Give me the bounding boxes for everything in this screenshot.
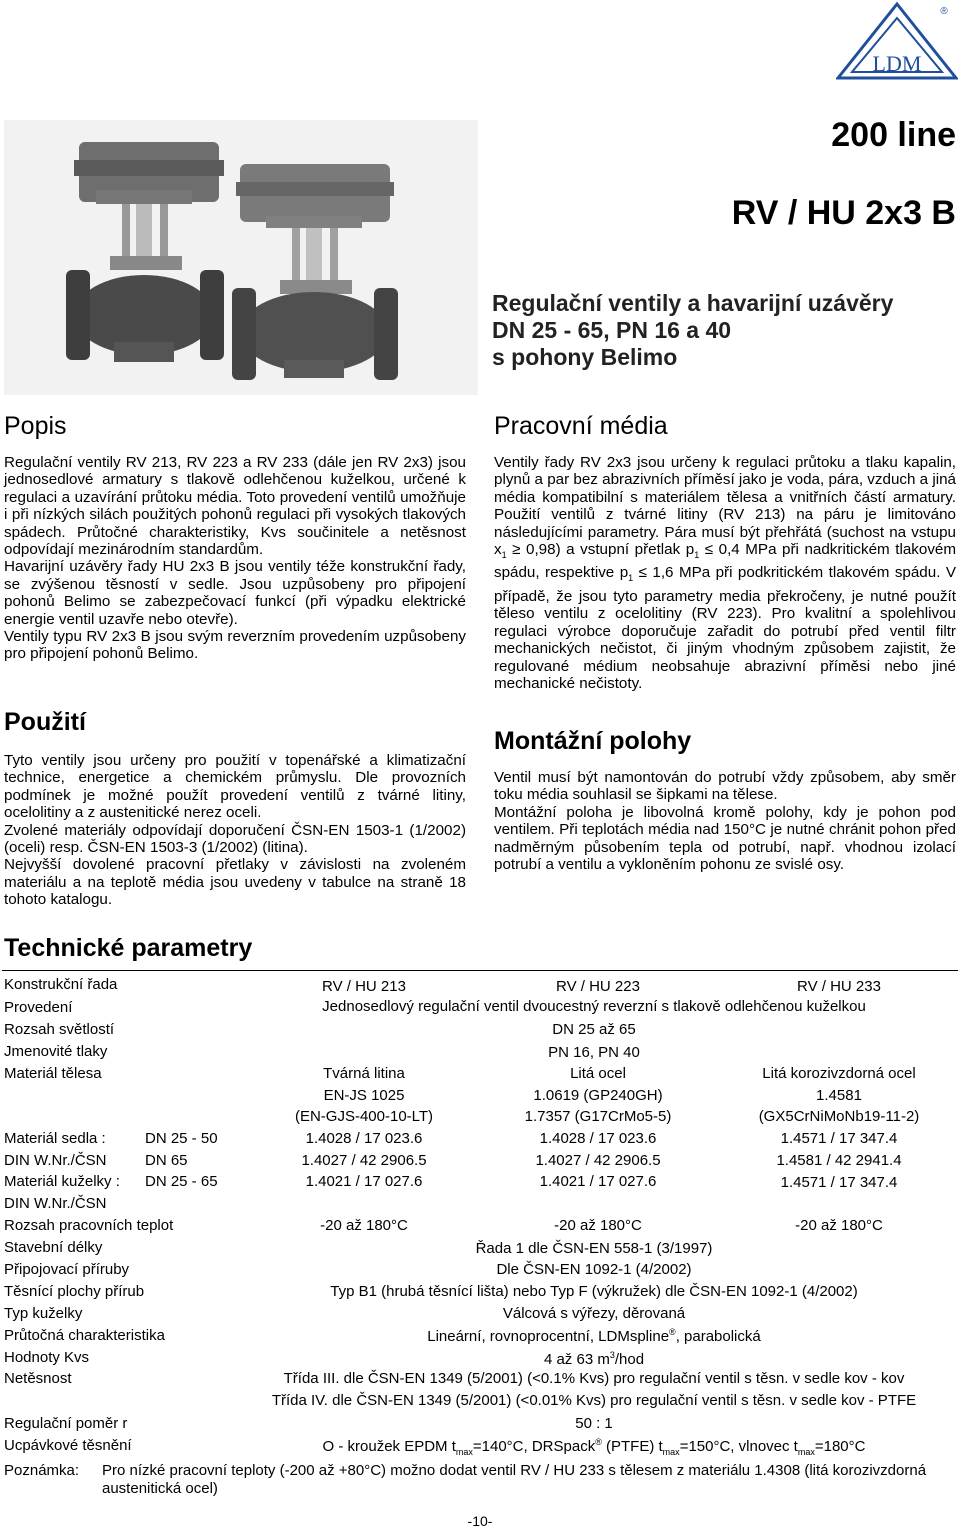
label-konstrukcni: Konstrukční řada	[4, 976, 118, 993]
label-prutocna: Průtočná charakteristika	[4, 1327, 165, 1344]
tech-divider	[2, 970, 958, 971]
page-number: -10-	[467, 1513, 493, 1529]
montaz-paragraph-1: Ventil musí být namontován do potrubí vždy způsobem, aby směr toku média souhlasil se šipkami na tělese.	[494, 769, 956, 804]
label-jmenovite: Jmenovité tlaky	[4, 1043, 108, 1060]
kuzelky-213: 1.4021 / 17 027.6	[305, 1173, 423, 1190]
label-rozsah-svetlosti: Rozsah světlostí	[4, 1021, 115, 1038]
pouziti-paragraph-1: Tyto ventily jsou určeny pro použití v topenářské a klimatizační technice, energetice a chemickém průmyslu. Dle provozních podmínek je možné použít provedení ventilů z tvárné litiny, ocelolitiny a z austenitické nerez oceli.	[4, 752, 466, 822]
sedla-1-233: 1.4571 / 17 347.4	[780, 1130, 898, 1147]
telesa-233-line-3: (GX5CrNiMoNb19-11-2)	[758, 1108, 920, 1125]
telesa-213-line-2: EN-JS 1025	[323, 1087, 405, 1104]
sedla-2-233: 1.4581 / 42 2941.4	[776, 1152, 902, 1169]
subtitle-line-1: Regulační ventily a havarijní uzávěry	[492, 290, 894, 316]
value-stavebni: Řada 1 dle ČSN-EN 558-1 (3/1997)	[475, 1240, 713, 1257]
telesa-233-line-1: Litá korozivzdorná ocel	[762, 1065, 916, 1082]
product-line: 200 line	[831, 116, 956, 154]
pouziti-heading: Použití	[4, 708, 86, 736]
kuzelky-223: 1.4021 / 17 027.6	[539, 1173, 657, 1190]
montaz-paragraph-2: Montážní poloha je libovolná kromě polohy, kdy je pohon pod ventilem. Při teplotách média nad 150°C je nutné chránit pohon před nadměrným působením tepla od potrubí, např. vhodnou izolací potrubí a ventilu a vykloněním pohonu ze svislé osy.	[494, 803, 956, 874]
telesa-213-line-1: Tvárná litina	[323, 1065, 405, 1082]
label-material-sedla: Materiál sedla :	[4, 1130, 106, 1147]
product-photo	[4, 120, 478, 395]
popis-heading: Popis	[4, 412, 67, 440]
pouziti-text	[4, 752, 466, 909]
label-provedeni: Provedení	[4, 999, 73, 1016]
label-regulacni-pomer: Regulační poměr r	[4, 1415, 128, 1432]
label-rozsah-teplot: Rozsah pracovních teplot	[4, 1217, 174, 1234]
footnote	[4, 1462, 960, 1498]
telesa-233-line-2: 1.4581	[816, 1087, 862, 1104]
telesa-223-line-3: 1.7357 (G17CrMo5-5)	[524, 1108, 672, 1125]
col-header-223: RV / HU 223	[556, 978, 640, 995]
label-kuzelky-dn: DN 25 - 65	[145, 1173, 218, 1190]
registered-mark: ®	[940, 6, 948, 17]
pouziti-paragraph-2: Zvolené materiály odpovídají doporučení ČSN-EN 1503-1 (1/2002) (oceli) resp. ČSN-EN 1503-3 (1/2002) (litina).	[4, 821, 466, 857]
value-regulacni-pomer: 50 : 1	[575, 1415, 613, 1432]
media-text	[494, 454, 956, 692]
value-jmenovite: PN 16, PN 40	[548, 1044, 640, 1061]
logo-text: LDM	[872, 51, 922, 76]
value-typ-kuzelky: Válcová s výřezy, děrovaná	[502, 1305, 686, 1322]
telesa-223-line-1: Litá ocel	[570, 1065, 626, 1082]
value-netesnost-1: Třída III. dle ČSN-EN 1349 (5/2001) (<0.1% Kvs) pro regulační ventil s těsn. v sedle kov - kov	[283, 1370, 905, 1387]
label-sedla-dn-2: DN 65	[145, 1152, 188, 1169]
label-pripojovaci: Připojovací příruby	[4, 1261, 130, 1278]
label-sedla-dn-1: DN 25 - 50	[145, 1130, 218, 1147]
sedla-2-213: 1.4027 / 42 2906.5	[301, 1152, 427, 1169]
popis-paragraph-1: Regulační ventily RV 213, RV 223 a RV 233 (dále jen RV 2x3) jsou jednosedlové armatury s tlakově odlehčenou kuželkou, určené k regulaci a uzavírání průtoku média. Toto provedení ventilů umožňuje i při nízkých silách použitých pohonů regulaci při vysokých tlakových spádech. Průtočné charakteristiky, Kvs součinitele a netěsnost odpovídají mezinárodním standardům.	[4, 454, 466, 559]
teploty-223: -20 až 180°C	[554, 1217, 642, 1234]
value-pripojovaci: Dle ČSN-EN 1092-1 (4/2002)	[496, 1261, 692, 1278]
teploty-233: -20 až 180°C	[795, 1217, 883, 1234]
popis-paragraph-3: Ventily typu RV 2x3 B jsou svým reverzním provedením uzpůsobeny pro připojení pohonů Belimo.	[4, 628, 466, 663]
telesa-223-line-2: 1.0619 (GP240GH)	[533, 1087, 663, 1104]
label-material-kuzelky: Materiál kuželky :	[4, 1173, 120, 1190]
montaz-text	[494, 769, 956, 873]
product-model: RV / HU 2x3 B	[731, 194, 956, 232]
label-typ-kuzelky: Typ kuželky	[4, 1305, 83, 1322]
value-prutocna: Lineární, rovnoprocentní, LDMspline®, parabolická	[427, 1327, 761, 1345]
sedla-1-213: 1.4028 / 17 023.6	[305, 1130, 423, 1147]
sedla-2-223: 1.4027 / 42 2906.5	[535, 1152, 661, 1169]
tech-title: Technické parametry	[4, 934, 253, 962]
note-label: Poznámka:	[4, 1462, 80, 1479]
media-paragraph-1: Ventily řady RV 2x3 jsou určeny k regulaci průtoku a tlaku kapalin, plynů a par bez abrazivních příměsí jako je voda, pára, vzduch a jiná média kompatibilní s materiálem tělesa a vnitřních částí armatury. Použití ventilů z tvárné litiny (RV 213) na páru je limitováno následujícími parametry. Pára musí být přehřátá (suchost na vstupu $x_1 \ge 0,98$) a vstupní přetlak $p_1 \le 0,4$ MPa při nadkritickém tlakovém spádu, respektive $p_1 \le 1,6$ MPa při podkritickém tlakovém spádu. V případě, že jsou tyto parametry media překročeny, je nutné použít těleso ventilu z ocelolitiny (RV 223). Pro kvalitní a spolehlivou regulaci výrobce doporučuje zařadit do potrubí před ventil filtr mechanických nečistot, či jiným vhodným způsobem zajistit, že regulované médium neobsahuje abrazivní příměsi nebo jiné mechanické nečistoty.	[494, 454, 957, 692]
note-text: Pro nízké pracovní teploty (-200 až +80°C) možno dodat ventil RV / HU 233 s tělesem z materiálu 1.4308 (litá korozivzdorná austenitická ocel)	[102, 1462, 927, 1497]
value-tesnici: Typ B1 (hrubá těsnící lišta) nebo Typ F (výkružek) dle ČSN-EN 1092-1 (4/2002)	[330, 1283, 858, 1300]
label-stavebni: Stavební délky	[4, 1239, 103, 1256]
label-netesnost: Netěsnost	[4, 1370, 72, 1387]
media-heading: Pracovní média	[494, 412, 668, 440]
label-din-2: DIN W.Nr./ČSN	[4, 1195, 107, 1212]
label-tesnici: Těsnící plochy přírub	[4, 1283, 145, 1300]
value-provedeni: Jednosedlový regulační ventil dvoucestný reverzní s tlakově odlehčenou kuželkou	[322, 998, 866, 1015]
label-din-1: DIN W.Nr./ČSN	[4, 1152, 107, 1169]
pouziti-paragraph-3: Nejvyšší dovolené pracovní přetlaky v závislosti na zvoleném materiálu a na teplotě média jsou uvedeny v tabulce na straně 18 tohoto katalogu.	[4, 856, 466, 909]
label-material-telesa: Materiál tělesa	[4, 1065, 102, 1082]
value-netesnost-2: Třída IV. dle ČSN-EN 1349 (5/2001) (<0.01% Kvs) pro regulační ventil s těsn. v sedle kov - PTFE	[271, 1392, 917, 1409]
montaz-heading: Montážní polohy	[494, 727, 692, 755]
value-ucpavkove: O - kroužek EPDM $t_{max}=140^\circ C$, DRSpack® (PTFE) $t_{max}=150^\circ C$, vlnovec $t_{max}=180^\circ C$	[322, 1437, 866, 1457]
popis-paragraph-2: Havarijní uzávěry řady HU 2x3 B jsou ventily téže konstrukční řady, se zvýšenou těsností v sedle. Jsou uzpůsobeny pro připojení pohonů Belimo se zabezpečovací funkcí (při výpadku elektrické energie ventil uzavře nebo otevře).	[4, 558, 466, 628]
col-header-213: RV / HU 213	[322, 978, 406, 995]
popis-text	[4, 454, 466, 663]
sedla-1-223: 1.4028 / 17 023.6	[539, 1130, 657, 1147]
value-hodnoty-kvs: 4 až 63 $m^3$/hod	[543, 1350, 645, 1368]
subtitle-line-3: s pohony Belimo	[492, 344, 678, 370]
teploty-213: -20 až 180°C	[320, 1217, 408, 1234]
telesa-213-line-3: (EN-GJS-400-10-LT)	[294, 1108, 434, 1125]
col-header-233: RV / HU 233	[797, 978, 881, 995]
value-rozsah-svetlosti: DN 25 až 65	[552, 1021, 636, 1038]
ldm-logo	[836, 0, 958, 82]
kuzelky-233: 1.4571 / 17 347.4	[780, 1174, 898, 1191]
subtitle-line-2: DN 25 - 65, PN 16 a 40	[492, 317, 732, 343]
label-ucpavkove: Ucpávkové těsnění	[4, 1437, 132, 1454]
label-hodnoty-kvs: Hodnoty Kvs	[4, 1349, 90, 1366]
